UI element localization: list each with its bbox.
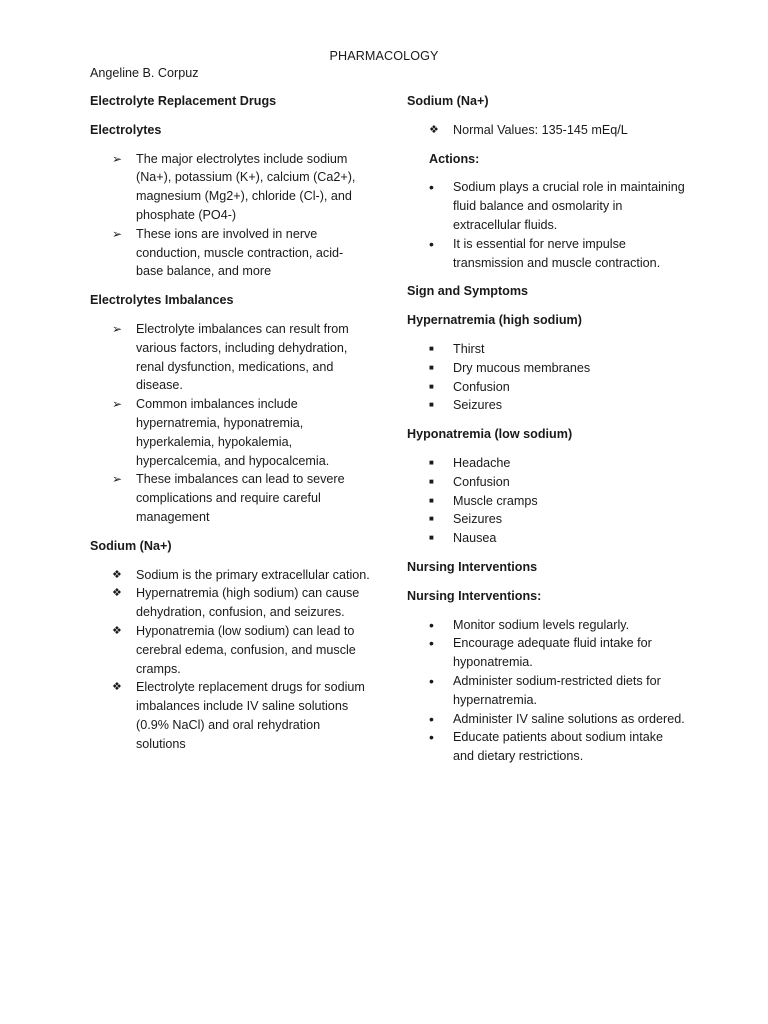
- list-item: ❖ Sodium is the primary extracellular cation.: [90, 566, 370, 585]
- right-column: [407, 92, 687, 776]
- list-item: ❖ Hyponatremia (low sodium) can lead to cerebral edema, confusion, and muscle cramps.: [112, 623, 356, 676]
- disc-bullet-icon: •: [429, 235, 434, 252]
- disc-bullet-icon: •: [429, 616, 434, 633]
- diamond-bullet-icon: ❖: [112, 624, 122, 637]
- diamond-bullet-icon: ❖: [112, 568, 122, 581]
- disc-bullet-icon: •: [429, 635, 434, 652]
- list-item: ■ Dry mucous membranes: [429, 360, 591, 375]
- disc-bullet-icon: •: [429, 672, 434, 689]
- nursing-heading: Nursing Interventions: [407, 559, 538, 574]
- list-item: ➢ The major electrolytes include sodium (Na+), potassium (K+), calcium (Ca2+), magnesium (Mg2+), chloride (Cl-), and phosphate (PO4-): [112, 151, 356, 222]
- actions-list: [407, 178, 687, 272]
- sodium-heading-right: Sodium (Na+): [407, 94, 489, 108]
- imbalances-list: [90, 320, 370, 527]
- list-item: ❖ Electrolyte replacement drugs for sodium imbalances include IV saline solutions (0.9% NaCl) and oral rehydration solutions: [112, 680, 365, 751]
- nursing-subheading: Nursing Interventions:: [407, 588, 542, 603]
- arrowhead-bullet-icon: ➢: [112, 472, 123, 487]
- electrolytes-list: [90, 150, 370, 282]
- list-item: ❖ Normal Values: 135-145 mEq/L: [407, 121, 687, 140]
- electrolytes-heading: Electrolytes: [90, 122, 162, 137]
- list-item: ➢ These ions are involved in nerve conduction, muscle contraction, acid-base balance, and more: [112, 226, 344, 279]
- square-bullet-icon: ■: [429, 343, 434, 353]
- list-item: ■ Muscle cramps: [429, 493, 538, 508]
- sodium-heading-left: Sodium (Na+): [90, 538, 172, 553]
- left-column: [90, 92, 370, 764]
- list-item: ■ Seizures: [429, 398, 502, 413]
- imbalances-heading: Electrolytes Imbalances: [90, 293, 234, 308]
- arrowhead-bullet-icon: ➢: [112, 151, 123, 166]
- hyponatremia-heading: Hyponatremia (low sodium): [407, 427, 573, 442]
- list-item: ■ Seizures: [429, 512, 502, 527]
- list-item: ➢ These imbalances can lead to severe complications and require careful management: [112, 472, 345, 524]
- actions-heading: Actions:: [429, 151, 480, 166]
- diamond-bullet-icon: ❖: [112, 681, 122, 694]
- list-item: ■ Confusion: [429, 379, 510, 394]
- list-item: ❖ Hypernatremia (high sodium) can cause dehydration, confusion, and seizures.: [112, 586, 360, 620]
- disc-bullet-icon: •: [429, 710, 434, 727]
- disc-bullet-icon: •: [429, 729, 434, 746]
- arrowhead-bullet-icon: ➢: [112, 397, 123, 412]
- square-bullet-icon: ■: [429, 362, 434, 372]
- document-title: Electrolyte Replacement Drugs: [90, 94, 277, 108]
- nursing-list: [407, 616, 687, 766]
- list-item: ➢ Electrolyte imbalances can result from various factors, including dehydration, renal dysfunction, medications, and disease.: [112, 321, 349, 393]
- disc-bullet-icon: •: [429, 179, 434, 196]
- diamond-bullet-icon: ❖: [429, 123, 439, 136]
- square-bullet-icon: ■: [429, 533, 434, 543]
- author-name: Angeline B. Corpuz: [90, 66, 199, 80]
- hypernatremia-heading: Hypernatremia (high sodium): [407, 313, 582, 328]
- list-item: • It is essential for nerve impulse transmission and muscle contraction.: [429, 235, 661, 270]
- list-item: ■ Confusion: [429, 474, 510, 489]
- list-item: • Educate patients about sodium intake and dietary restrictions.: [429, 729, 664, 764]
- hyponatremia-list: [407, 454, 687, 548]
- square-bullet-icon: ■: [429, 457, 434, 467]
- sodium-list: [90, 566, 370, 754]
- square-bullet-icon: ■: [429, 514, 434, 524]
- square-bullet-icon: ■: [429, 476, 434, 486]
- page-title: PHARMACOLOGY: [329, 49, 439, 63]
- list-item: ■ Thirst: [429, 341, 485, 356]
- list-item: • Administer sodium-restricted diets for hypernatremia.: [429, 672, 661, 707]
- square-bullet-icon: ■: [429, 495, 434, 505]
- square-bullet-icon: ■: [429, 400, 434, 410]
- list-item: ■ Headache: [429, 455, 511, 470]
- list-item: ➢ Common imbalances include hypernatremia, hyponatremia, hyperkalemia, hypokalemia, hypercalcemia, and hypocalcemia.: [112, 397, 330, 468]
- list-item: • Monitor sodium levels regularly.: [429, 616, 630, 633]
- diamond-bullet-icon: ❖: [112, 587, 122, 600]
- hypernatremia-list: [407, 340, 687, 415]
- normal-values-list: [407, 121, 687, 140]
- list-item: • Encourage adequate fluid intake for hyponatremia.: [429, 635, 652, 670]
- arrowhead-bullet-icon: ➢: [112, 321, 123, 336]
- signs-heading: Sign and Symptoms: [407, 284, 529, 299]
- list-item: • Administer IV saline solutions as ordered.: [429, 710, 685, 727]
- list-item: ■ Nausea: [429, 531, 497, 546]
- arrowhead-bullet-icon: ➢: [112, 226, 123, 241]
- list-item: • Sodium plays a crucial role in maintaining fluid balance and osmolarity in extracellular fluids.: [429, 179, 685, 232]
- square-bullet-icon: ■: [429, 381, 434, 391]
